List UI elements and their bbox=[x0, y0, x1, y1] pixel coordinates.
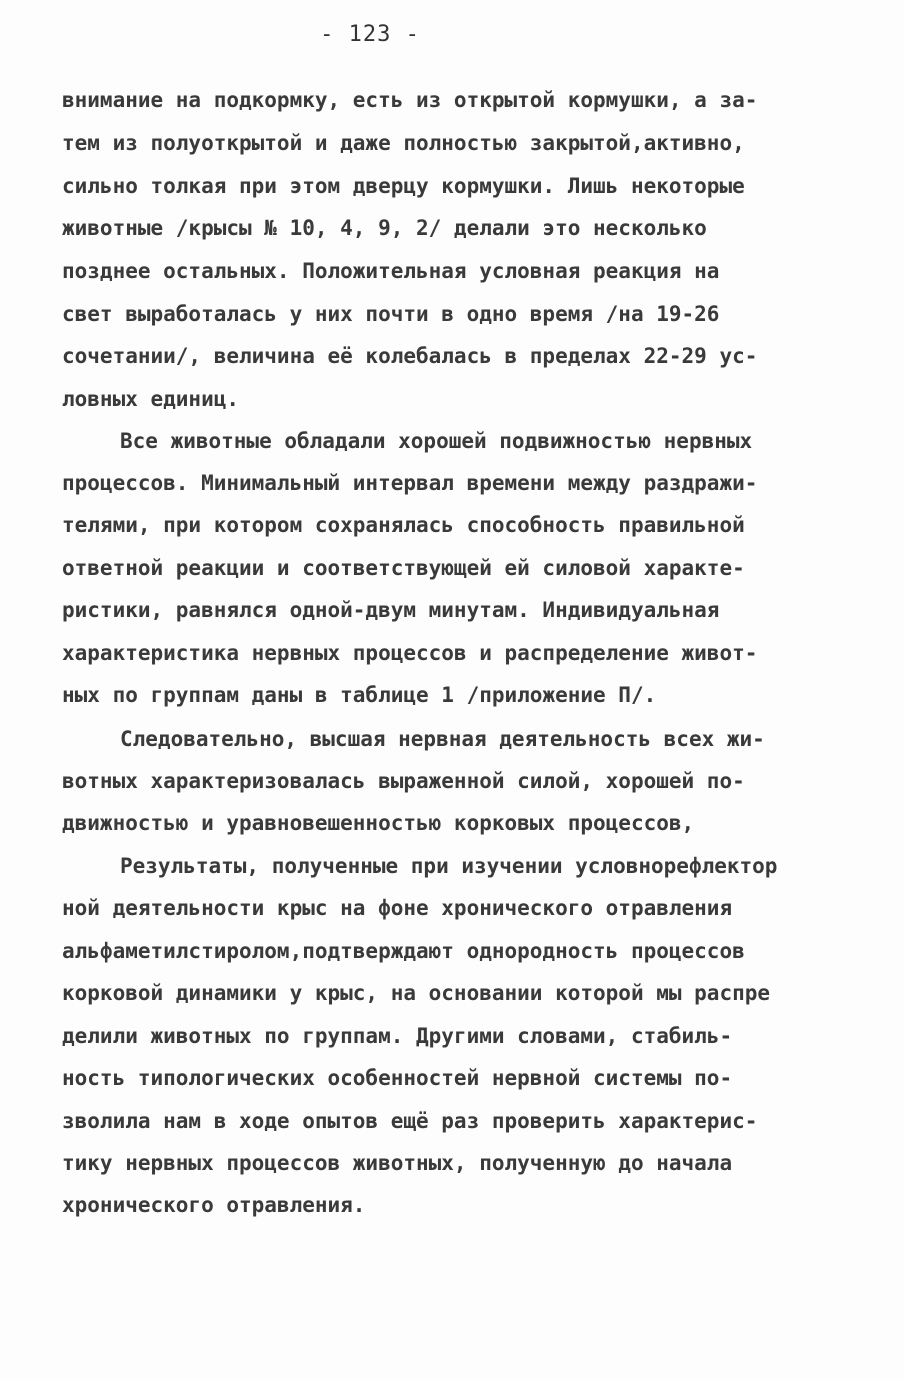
text-line: движностью и уравновешенностью корковых процессов, bbox=[62, 811, 695, 835]
text-line: свет выработалась у них почти в одно время /на 19-26 bbox=[62, 302, 720, 326]
text-line: животные /крысы № 10, 4, 9, 2/ делали это несколько bbox=[62, 216, 707, 240]
text-line: ловных единиц. bbox=[62, 387, 240, 411]
text-line: телями, при котором сохранялась способность правильной bbox=[62, 513, 745, 537]
page-number: - 123 - bbox=[320, 22, 420, 47]
text-line: сильно толкая при этом дверцу кормушки. Лишь некоторые bbox=[62, 174, 745, 198]
text-line: альфаметилстиролом,подтверждают однородность процессов bbox=[62, 939, 745, 963]
text-line: позднее остальных. Положительная условная реакция на bbox=[62, 259, 720, 283]
text-line: Результаты, полученные при изучении условнорефлектор bbox=[120, 854, 778, 878]
text-line: процессов. Минимальный интервал времени между раздражи- bbox=[62, 471, 758, 495]
text-line: зволила нам в ходе опытов ещё раз проверить характерис- bbox=[62, 1109, 758, 1133]
text-line: ответной реакции и соответствующей ей силовой характе- bbox=[62, 556, 745, 580]
text-line: Следовательно, высшая нервная деятельность всех жи- bbox=[120, 727, 765, 751]
text-line: ристики, равнялся одной-двум минутам. Индивидуальная bbox=[62, 598, 720, 622]
text-line: ной деятельности крыс на фоне хронического отравления bbox=[62, 896, 733, 920]
text-line: характеристика нервных процессов и распределение живот- bbox=[62, 641, 758, 665]
text-line: ность типологических особенностей нервной системы по- bbox=[62, 1066, 733, 1090]
text-line: тику нервных процессов животных, полученную до начала bbox=[62, 1151, 733, 1175]
text-line: Все животные обладали хорошей подвижностью нервных bbox=[120, 429, 753, 453]
text-line: сочетании/, величина её колебалась в пределах 22-29 ус- bbox=[62, 344, 758, 368]
text-line: хронического отравления. bbox=[62, 1193, 366, 1217]
text-line: делили животных по группам. Другими словами, стабиль- bbox=[62, 1024, 733, 1048]
text-line: тем из полуоткрытой и даже полностью закрытой,активно, bbox=[62, 131, 745, 155]
text-line: вотных характеризовалась выраженной силой, хорошей по- bbox=[62, 769, 745, 793]
text-line: ных по группам даны в таблице 1 /приложение П/. bbox=[62, 683, 657, 707]
text-line: внимание на подкормку, есть из открытой кормушки, а за- bbox=[62, 88, 758, 112]
text-line: корковой динамики у крыс, на основании которой мы распре bbox=[62, 981, 771, 1005]
